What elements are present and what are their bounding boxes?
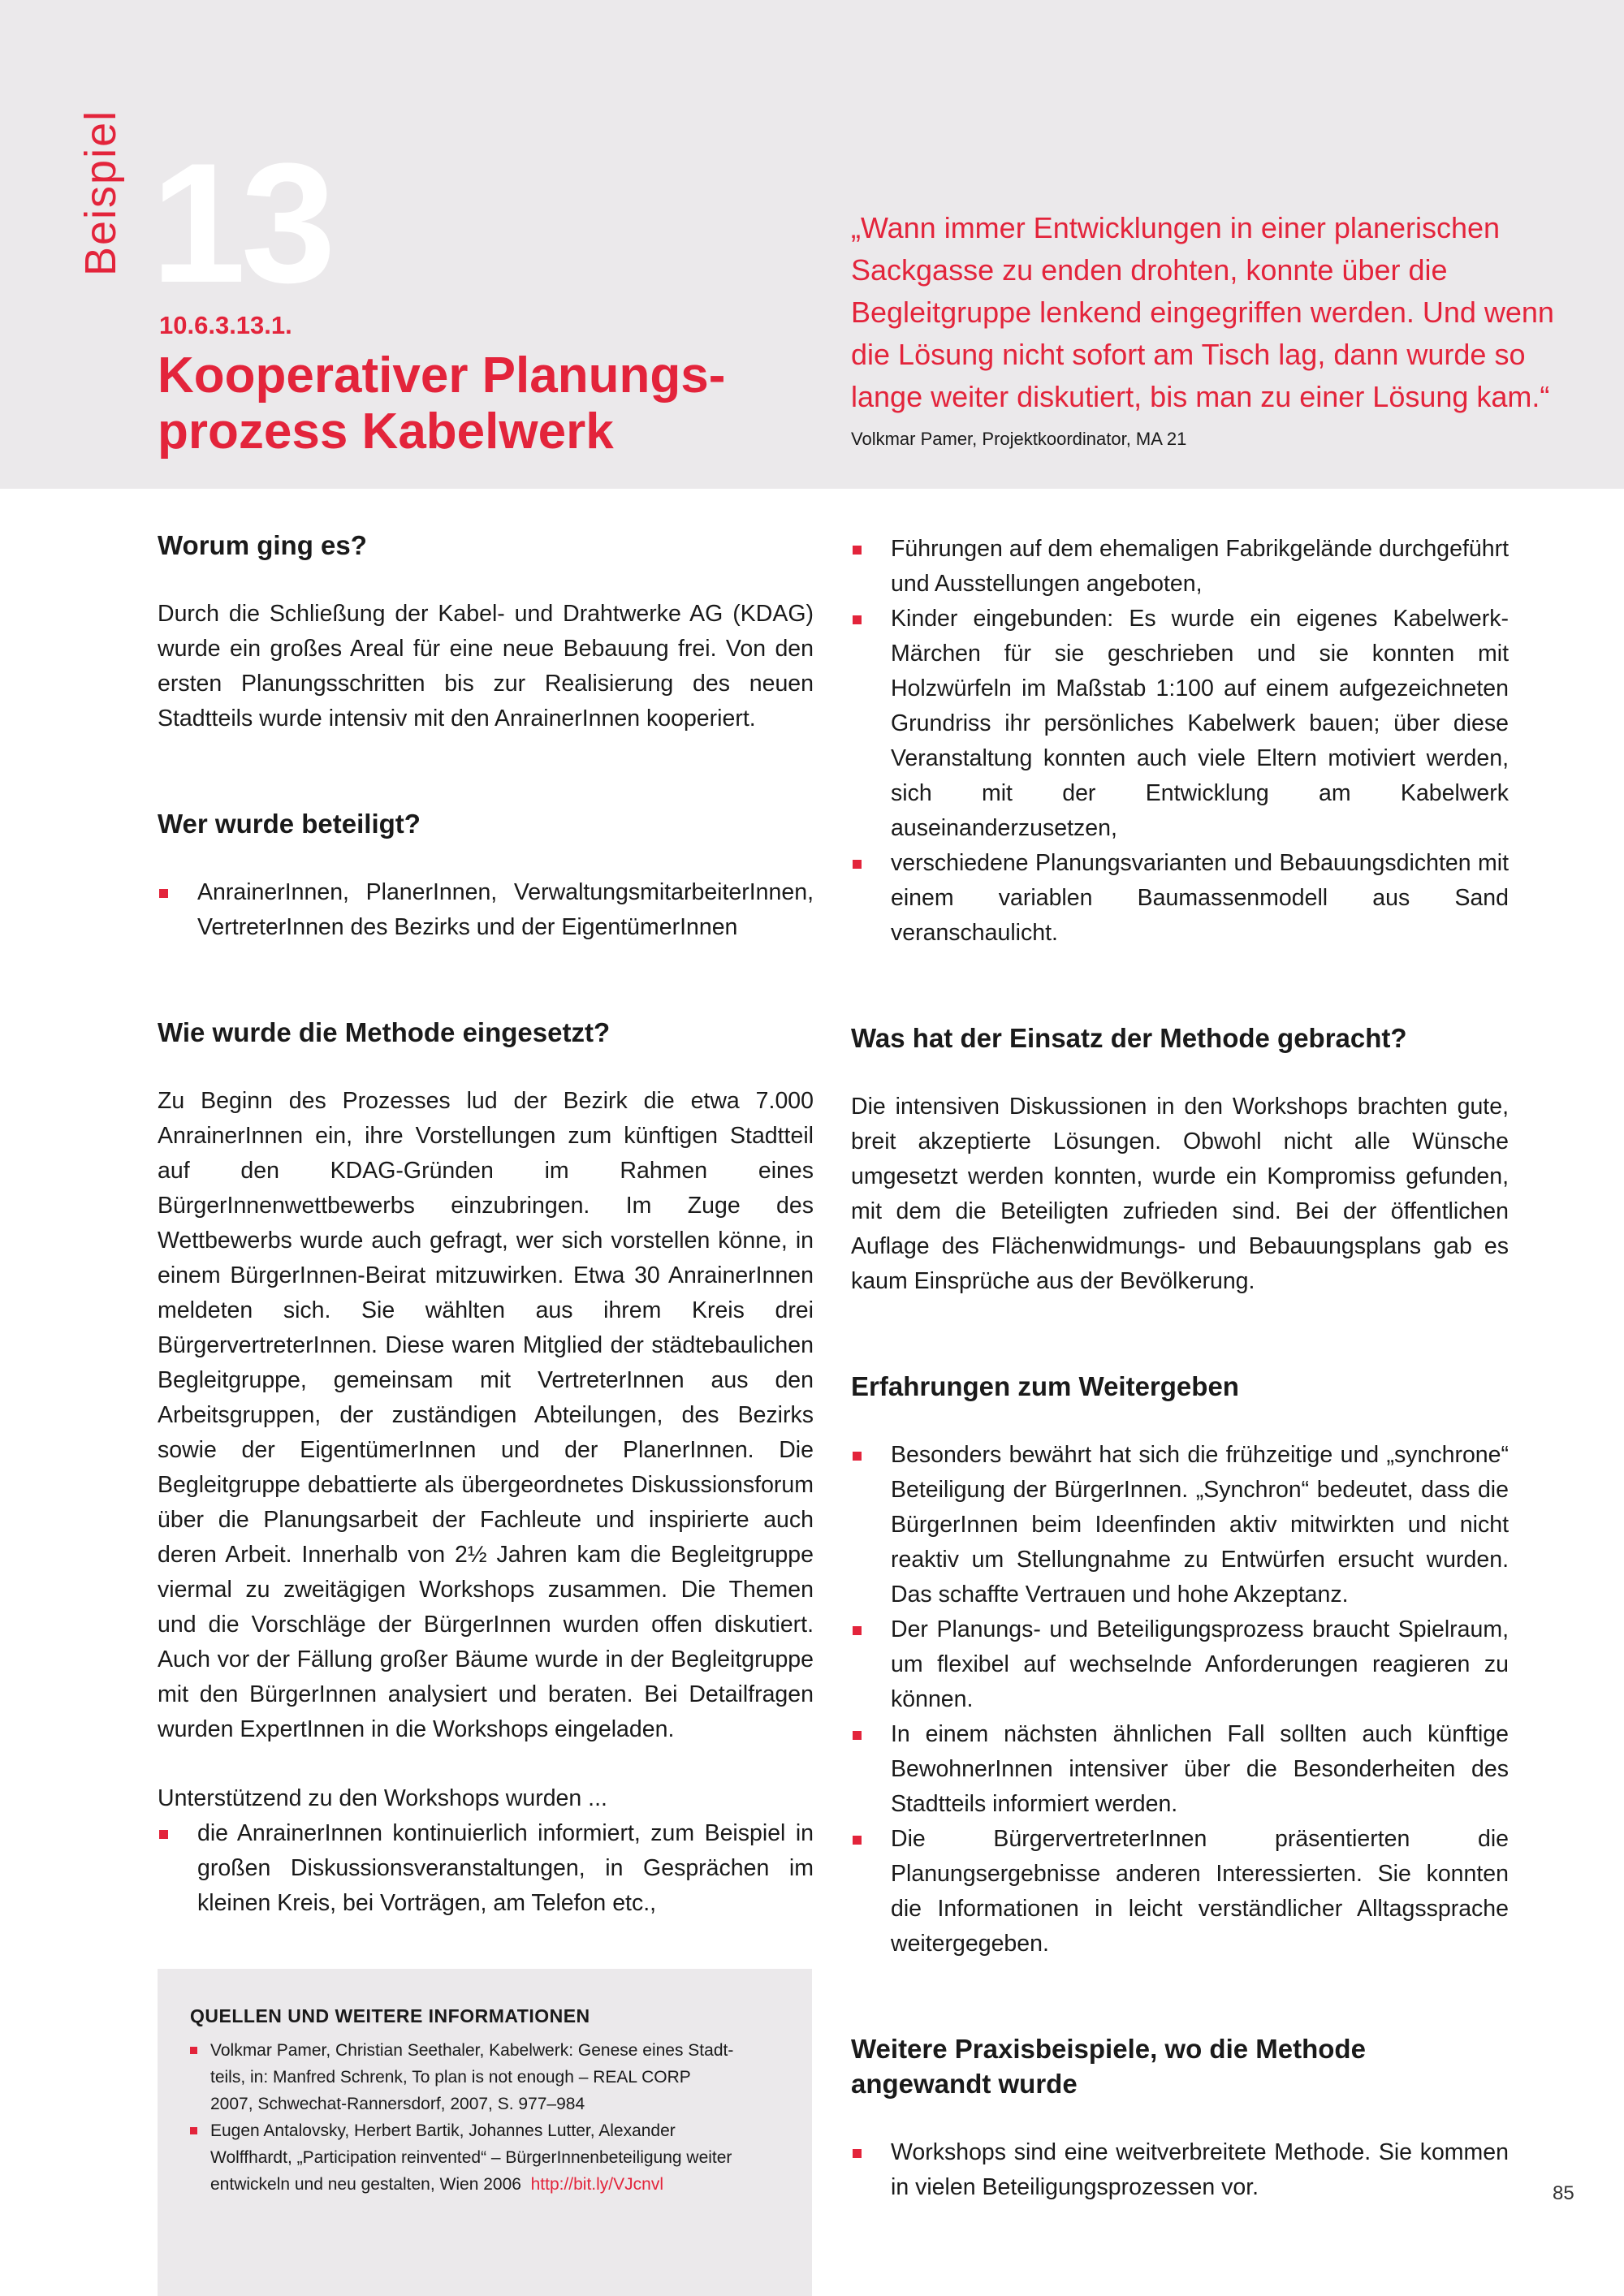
heading-erfahrungen: Erfahrungen zum Weitergeben <box>851 1371 1239 1401</box>
list-weitere <box>851 2135 1509 2205</box>
heading-wie: Wie wurde die Methode eingesetzt? <box>158 1017 611 1047</box>
heading-worum: Worum ging es? <box>158 530 367 560</box>
heading-weitere <box>851 2031 1509 2101</box>
list-support <box>158 1816 814 1921</box>
list-item: Führungen auf dem ehemaligen Fabrikgelände durchgeführt und Ausstellungen angeboten, <box>851 532 1509 602</box>
title-line-2: prozess Kabelwerk <box>158 404 614 460</box>
list-item: Der Planungs- und Beteiligungsprozess braucht Spielraum, um flexibel auf wechselnde Anforderungen reagieren zu können. <box>851 1612 1509 1717</box>
list-item: Kinder eingebunden: Es wurde ein eigenes Kabelwerk-Märchen für sie geschrieben und sie konnten mit Holzwürfeln im Maßstab 1:100 auf einem aufgezeichneten Grundriss ihr persönliches Kabelwerk bauen; über diese Veranstaltung konnten auch viele Eltern motiviert werden, sich mit der Entwicklung am Kabelwerk auseinanderzusetzen, <box>851 602 1509 846</box>
title-line-1: Kooperativer Planungs- <box>158 347 726 404</box>
page-title <box>158 347 823 460</box>
source-item <box>190 2117 783 2198</box>
text-worum: Durch die Schließung der Kabel- und Drahtwerke AG (KDAG) wurde ein großes Areal für eine neue Bebauung frei. Von den ersten Planungsschritten bis zur Realisierung des neuen Stadtteils wurde intensiv mit den AnrainerInnen kooperiert. <box>158 601 814 732</box>
source-line: 2007, Schwechat-Rannersdorf, 2007, S. 977–984 <box>210 2095 585 2113</box>
right-column <box>851 532 1509 2205</box>
source-item <box>190 2037 783 2117</box>
source-line: Volkmar Pamer, Christian Seethaler, Kabelwerk: Genese eines Stadt- <box>210 2041 734 2060</box>
source-link[interactable]: http://bit.ly/VJcnvl <box>530 2175 663 2194</box>
source-line: entwickeln und neu gestalten, Wien 2006 <box>210 2175 521 2194</box>
text-wie: Zu Beginn des Prozesses lud der Bezirk die etwa 7.000 AnrainerInnen ein, ihre Vorstellungen zum künftigen Stadtteil auf den KDAG-Gründen im Rahmen eines BürgerInnenwettbewerbs einzubringen. Im Zuge des Wettbewerbs wurde auch gefragt, wer sich vorstellen könne, in einem BürgerInnen-Beirat mitzuwirken. Etwa 30 AnrainerInnen meldeten sich. Sie wählten aus ihrem Kreis drei BürgervertreterInnen. Diese waren Mitglied der städtebaulichen Begleitgruppe, gemeinsam mit VertreterInnen aus den Arbeitsgruppen, der zuständigen Abteilungen, des Bezirks sowie der EigentümerInnen und der PlanerInnen. Die Begleitgruppe debattierte als übergeordnetes Diskussionsforum über die Planungsarbeit der Fachleute und inspirierte auch deren Arbeit. Innerhalb von 2½ Jahren kam die Begleitgruppe viermal zu zweitägigen Workshops zusammen. Die Themen und die Vorschläge der BürgerInnen wurden offen diskutiert. Auch vor der Fällung großer Bäume wurde in der Begleitgruppe mit den BürgerInnen analysiert und beraten. Bei Detailfragen wurden ExpertInnen in die Workshops eingeladen. <box>158 1088 814 1742</box>
source-line: Eugen Antalovsky, Herbert Bartik, Johannes Lutter, Alexander <box>210 2121 676 2140</box>
source-line: Wolffhardt, „Participation reinvented“ – BürgerInnenbeteiligung weiter <box>210 2148 732 2167</box>
example-number: 13 <box>151 127 331 318</box>
list-support-continued <box>851 532 1509 951</box>
source-line: teils, in: Manfred Schrenk, To plan is not enough – REAL CORP <box>210 2068 691 2087</box>
list-wer <box>158 875 814 945</box>
page-number: 85 <box>1553 2182 1574 2204</box>
heading-weitere-line-2: angewandt wurde <box>851 2069 1078 2099</box>
section-number: 10.6.3.13.1. <box>159 311 292 339</box>
example-label: Beispiel <box>76 109 125 276</box>
list-item: Die BürgervertreterInnen präsentierten die Planungsergebnisse anderen Interessierten. Sie konnten die Informationen in leicht verständlicher Alltagssprache weitergegeben. <box>851 1822 1509 1962</box>
heading-weitere-line-1: Weitere Praxisbeispiele, wo die Methode <box>851 2034 1366 2064</box>
list-erfahrungen <box>851 1438 1509 1962</box>
list-item: Besonders bewährt hat sich die frühzeitige und „synchrone“ Beteiligung der BürgerInnen. „Synchron“ bedeutet, dass die BürgerInnen beim Ideenfinden aktiv mitwirkten und nicht reaktiv um Stellungnahme zu Entwürfen ersucht wurden. Das schaffte Vertrauen und hohe Akzeptanz. <box>851 1438 1509 1612</box>
sources-list <box>190 2037 783 2198</box>
sources-box <box>158 1969 812 2296</box>
left-column <box>158 528 814 1921</box>
list-item: die AnrainerInnen kontinuierlich informiert, zum Beispiel in großen Diskussionsveranstaltungen, in Gesprächen im kleinen Kreis, bei Vorträgen, am Telefon etc., <box>158 1816 814 1921</box>
list-item: In einem nächsten ähnlichen Fall sollten auch künftige BewohnerInnen intensiver über die Besonderheiten des Stadtteils informiert werden. <box>851 1717 1509 1822</box>
pull-quote: „Wann immer Entwicklungen in einer planerischen Sackgasse zu enden drohten, konnte über die Begleitgruppe lenkend eingegriffen werden. Und wenn die Lösung nicht sofort am Tisch lag, dann wurde so lange weiter diskutiert, bis man zu einer Lösung kam.“ <box>851 211 1554 413</box>
list-item: Workshops sind eine weitverbreitete Methode. Sie kommen in vielen Beteiligungsprozessen vor. <box>851 2135 1509 2205</box>
list-item: AnrainerInnen, PlanerInnen, VerwaltungsmitarbeiterInnen, VertreterInnen des Bezirks und der EigentümerInnen <box>158 875 814 945</box>
text-ergebnis: Die intensiven Diskussionen in den Workshops brachten gute, breit akzeptierte Lösungen. Obwohl nicht alle Wünsche umgesetzt werden konnten, wurde ein Kompromiss gefunden, mit dem die Beteiligten zufrieden sind. Bei der öffentlichen Auflage des Flächenwidmungs- und Bebauungsplans gab es kaum Einsprüche aus der Bevölkerung. <box>851 1094 1509 1294</box>
text-support-intro: Unterstützend zu den Workshops wurden ... <box>158 1785 607 1811</box>
heading-wer: Wer wurde beteiligt? <box>158 809 421 839</box>
quote-author: Volkmar Pamer, Projektkoordinator, MA 21 <box>851 429 1187 449</box>
list-item: verschiedene Planungsvarianten und Bebauungsdichten mit einem variablen Baumassenmodell aus Sand veranschaulicht. <box>851 846 1509 951</box>
sources-title: QUELLEN UND WEITERE INFORMATIONEN <box>190 2005 590 2026</box>
heading-ergebnis: Was hat der Einsatz der Methode gebracht? <box>851 1023 1407 1053</box>
